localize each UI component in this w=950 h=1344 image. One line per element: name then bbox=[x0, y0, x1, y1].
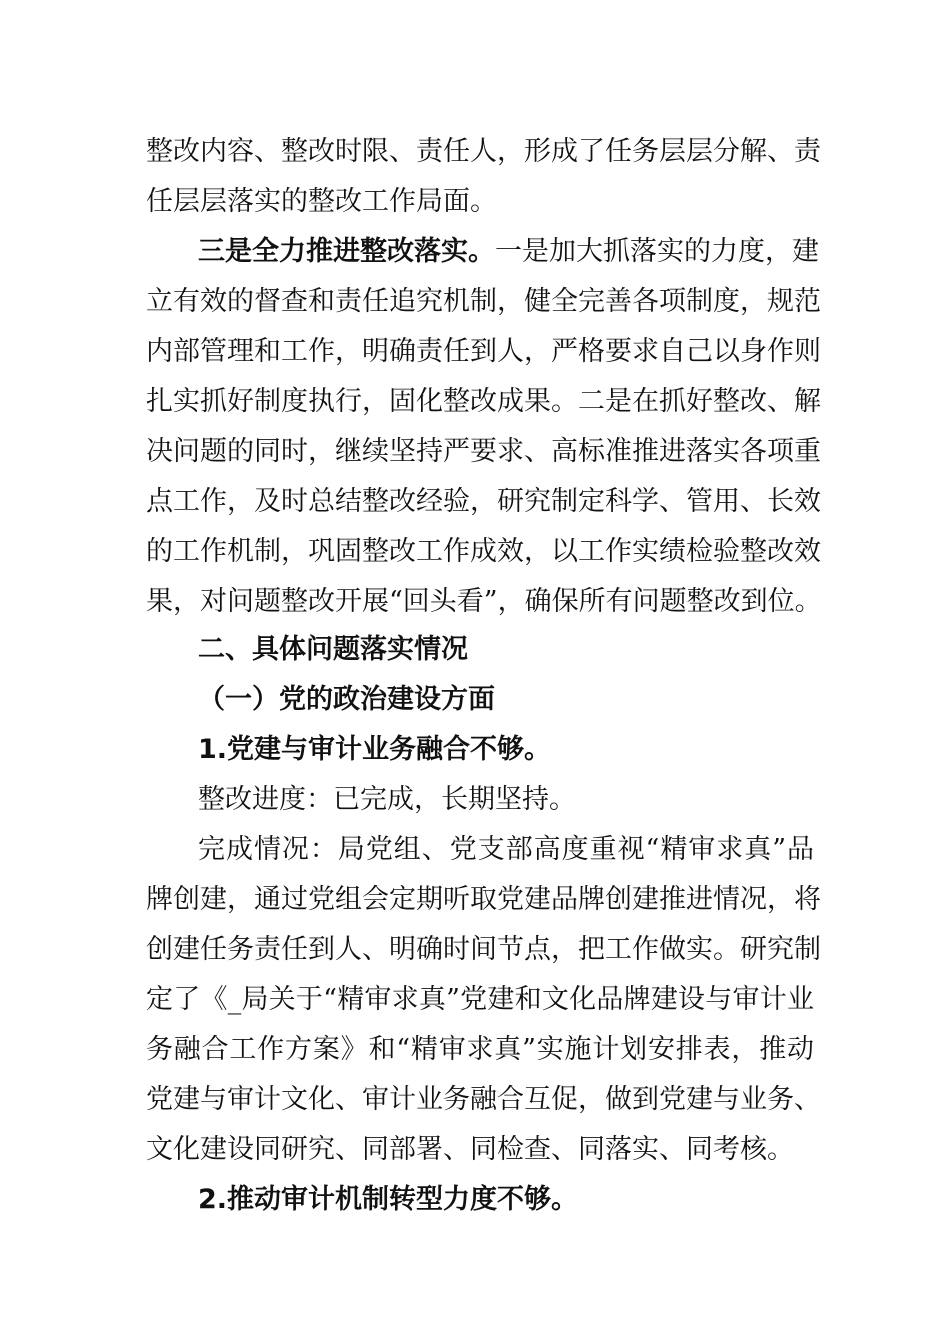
paragraph-text: 一是加大抓落实的力度，建 bbox=[495, 236, 819, 267]
paragraph-line: 创建任务责任到人、明确时间节点，把工作做实。研究制 bbox=[146, 934, 821, 965]
section-heading: 二、具体问题落实情况 bbox=[198, 634, 468, 665]
paragraph-line: 党建与审计文化、审计业务融合互促，做到党建与业务、 bbox=[146, 1084, 821, 1115]
paragraph-line: 点工作，及时总结整改经验，研究制定科学、管用、长效 bbox=[146, 486, 821, 517]
item-heading: 2.推动审计机制转型力度不够。 bbox=[198, 1184, 579, 1215]
paragraph-line: 决问题的同时，继续坚持严要求、高标准推进落实各项重 bbox=[146, 436, 821, 467]
paragraph-line: 内部管理和工作，明确责任到人，严格要求自己以身作则 bbox=[146, 336, 821, 367]
paragraph-line bbox=[198, 232, 819, 272]
paragraph-line: 牌创建，通过党组会定期听取党建品牌创建推进情况，将 bbox=[146, 884, 821, 915]
paragraph-line: 果，对问题整改开展“回头看”，确保所有问题整改到位。 bbox=[146, 586, 822, 617]
paragraph-line: 务融合工作方案》和“精审求真”实施计划安排表，推动 bbox=[146, 1034, 814, 1065]
paragraph-line: 的工作机制，巩固整改工作成效，以工作实绩检验整改效 bbox=[146, 536, 821, 567]
paragraph-line: 扎实抓好制度执行，固化整改成果。二是在抓好整改、解 bbox=[146, 386, 821, 417]
subsection-heading: （一）党的政治建设方面 bbox=[198, 684, 495, 715]
lead-bold-text: 三是全力推进整改落实。 bbox=[198, 236, 495, 267]
paragraph-line: 文化建设同研究、同部署、同检查、同落实、同考核。 bbox=[146, 1134, 794, 1165]
paragraph-line: 立有效的督查和责任追究机制，健全完善各项制度，规范 bbox=[146, 286, 821, 317]
progress-line: 整改进度：已完成，长期坚持。 bbox=[198, 784, 576, 815]
item-heading: 1.党建与审计业务融合不够。 bbox=[198, 734, 552, 765]
paragraph-line: 整改内容、整改时限、责任人，形成了任务层层分解、责 bbox=[146, 136, 821, 167]
paragraph-line: 定了《_局关于“精审求真”党建和文化品牌建设与审计业 bbox=[146, 984, 814, 1015]
paragraph-line: 任层层落实的整改工作局面。 bbox=[146, 186, 497, 217]
paragraph-line: 完成情况：局党组、党支部高度重视“精审求真”品 bbox=[198, 834, 814, 865]
